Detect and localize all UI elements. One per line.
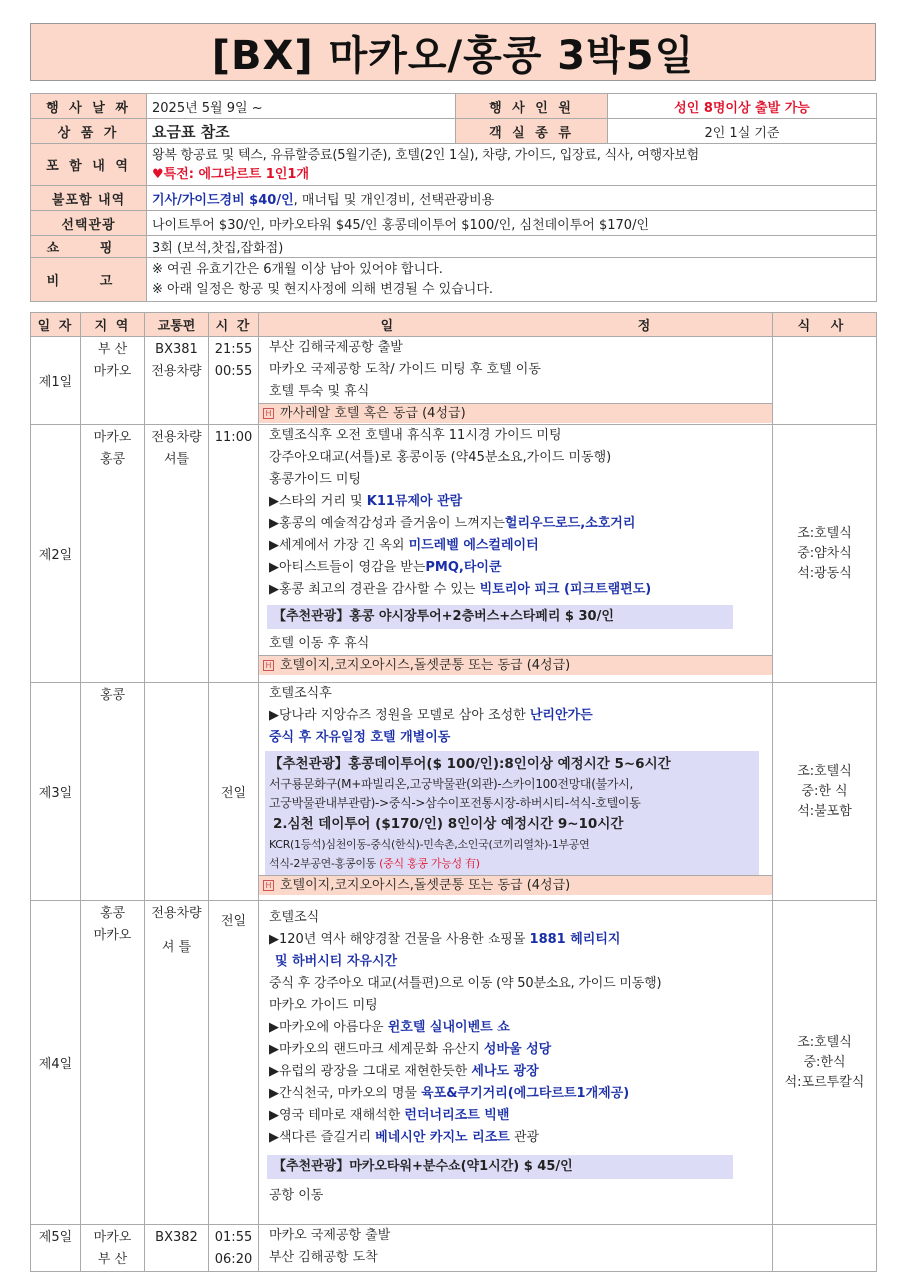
day4-highlight: 베네시안 카지노 리조트 (375, 1130, 510, 1145)
day2-time-1: 11:00 (214, 430, 253, 445)
schedule-table (30, 312, 877, 1272)
day2-hotel-name: 호텔이지,코지오아시스,돌셋쿤통 또는 동급 (4성급) (280, 658, 571, 673)
day4-line (259, 929, 772, 951)
note-line-2: ※ 아래 일정은 항공 및 현지사정에 의해 변경될 수 있습니다. (152, 281, 494, 297)
included-cell (147, 144, 877, 186)
day2-text: ▶아티스트들이 영감을 받는 (269, 560, 426, 575)
day4-line: 및 하버시티 자유시간 (275, 954, 398, 969)
day2-transport (145, 425, 209, 683)
day2-highlight: K11뮤제아 관람 (366, 494, 463, 509)
note-cell (147, 258, 877, 302)
optional-value: 나이트투어 $30/인, 마카오타워 $45/인 홍콩데이투어 $100/인, 심천데이투어 $170/인 (147, 211, 877, 236)
header-transport: 교통편 (145, 313, 209, 337)
day2-line: 호텔 이동 후 휴식 (269, 636, 370, 651)
hotel-icon: H (263, 408, 274, 419)
day1-time (209, 337, 259, 425)
day3-line (259, 705, 772, 727)
day4-highlight: 육포&쿠기거리(에그타르트1개제공) (421, 1086, 630, 1101)
header-time: 시 간 (209, 313, 259, 337)
day4-text: ▶색다른 즐길거리 (269, 1130, 376, 1145)
day4-line (259, 1039, 772, 1061)
day2-text: ▶홍콩의 예술적감성과 즐거움이 느껴지는 (269, 516, 505, 531)
day4-line: 공항 이동 (269, 1188, 324, 1203)
day4-lunch: 중:한식 (803, 1054, 846, 1070)
day2-itinerary (259, 425, 773, 683)
day3-shenzhen-tour-detail: KCR(1등석)심천이동-중식(한식)-민속촌,소인국(코끼리열차)-1부공연 (269, 838, 590, 851)
day4-breakfast: 조:호텔식 (797, 1034, 852, 1050)
shopping-label: 쇼 핑 (31, 236, 147, 258)
day2-text: ▶스타의 거리 및 (269, 494, 367, 509)
day1-time-1: 21:55 (214, 342, 253, 357)
day5-line: 부산 김해공항 도착 (269, 1250, 378, 1265)
included-value: 왕복 항공료 및 텍스, 유류할증료(5월기준), 호텔(2인 1실), 차량, 가이드, 입장료, 식사, 여행자보험 (152, 147, 700, 163)
day2-meal (773, 425, 877, 683)
day1-line: 호텔 투숙 및 휴식 (269, 384, 370, 399)
day2-text: ▶세계에서 가장 긴 옥외 (269, 538, 409, 553)
day1-label: 제1일 (31, 337, 81, 425)
note-line-1: ※ 여권 유효기간은 6개월 이상 남아 있어야 합니다. (152, 261, 443, 277)
day3-text: 석식-2부공연-홍콩이동 (269, 857, 380, 870)
day2-highlight: PMQ,타이쿤 (425, 560, 502, 575)
day4-recommended-tour: 【추천관광】마카오타워+분수쇼(약1시간) $ 45/인 (267, 1155, 733, 1179)
day5-label (31, 1225, 81, 1272)
day1-itinerary (259, 337, 773, 425)
day1-region-2: 마카오 (93, 364, 132, 379)
day2-hotel (259, 655, 772, 675)
day4-time-1: 전일 (220, 914, 247, 929)
day2-line (259, 491, 772, 513)
day4-dinner: 석:포르투칼식 (784, 1074, 865, 1090)
hotel-icon: H (263, 660, 274, 671)
day2-line (259, 535, 772, 557)
day5-transport (145, 1225, 209, 1272)
day4-text: ▶유럽의 광장을 그대로 재현한듯한 (269, 1064, 472, 1079)
day1-transport-2: 전용차량 (151, 364, 202, 379)
day1-transport-1: BX381 (155, 342, 198, 357)
day2-transport-1: 전용차량 (151, 430, 202, 445)
day5-region (81, 1225, 145, 1272)
date-label: 행 사 날 짜 (31, 94, 147, 119)
day3-region (81, 683, 145, 901)
shopping-value: 3회 (보석,찻집,잡화점) (147, 236, 877, 258)
day2-text: ▶홍콩 최고의 경관을 감사할 수 있는 (269, 582, 480, 597)
day5-region-2: 부 산 (97, 1252, 128, 1267)
price-label: 상 품 가 (31, 119, 147, 144)
day2-region (81, 425, 145, 683)
day3-time: 전일 (209, 683, 259, 901)
header-itinerary: 일 정 (259, 313, 773, 337)
day2-highlight: 미드레벨 에스컬레이터 (408, 538, 539, 553)
day5-region-1: 마카오 (93, 1230, 132, 1245)
day3-shenzhen-tour-detail (269, 854, 755, 873)
day4-text: ▶간식천국, 마카오의 명물 (269, 1086, 422, 1101)
info-row-excluded (31, 186, 877, 211)
day1-meal (773, 337, 877, 425)
day3-hotel-name: 호텔이지,코지오아시스,돌셋쿤통 또는 동급 (4성급) (280, 878, 571, 893)
day2-highlight: 빅토리아 피크 (피크트램편도) (479, 582, 652, 597)
day3-recommended-tours (265, 751, 759, 875)
day3-hotel (259, 875, 772, 895)
info-row-included (31, 144, 877, 186)
day5-time-1: 01:55 (214, 1230, 253, 1245)
day3-transport (145, 683, 209, 901)
day4-row (31, 901, 877, 1225)
day4-line: 호텔조식 (269, 910, 320, 925)
day4-line (259, 1017, 772, 1039)
info-row-price (31, 119, 877, 144)
day5-time-2: 06:20 (214, 1252, 253, 1267)
info-row-note (31, 258, 877, 302)
optional-label: 선택관광 (31, 211, 147, 236)
day4-line (259, 1061, 772, 1083)
day2-dinner: 석:광동식 (797, 565, 852, 581)
excluded-cell (147, 186, 877, 211)
day4-label: 제4일 (31, 901, 81, 1225)
day5-transport-1: BX382 (155, 1230, 198, 1245)
day5-meal (773, 1225, 877, 1272)
day1-row (31, 337, 877, 425)
people-label: 행 사 인 원 (456, 94, 608, 119)
day2-region-1: 마카오 (93, 430, 132, 445)
hotel-icon: H (263, 880, 274, 891)
day4-highlight: 윈호텔 실내이벤트 쇼 (387, 1020, 510, 1035)
day3-dinner: 석:불포함 (797, 803, 852, 819)
day3-breakfast: 조:호텔식 (797, 763, 852, 779)
info-row-date (31, 94, 877, 119)
day4-highlight: 성바울 성당 (483, 1042, 552, 1057)
day3-row (31, 683, 877, 901)
day3-label: 제3일 (31, 683, 81, 901)
day4-region-1: 홍콩 (99, 906, 126, 921)
day3-hk-day-tour-detail: 고궁박물관내부관람)->중식->삼수이포전통시장-하버시티-석식-호텔이동 (269, 796, 641, 810)
included-special: ♥특전: 에그타르트 1인1개 (152, 166, 310, 182)
day2-line (259, 557, 772, 579)
price-value: 요금표 참조 (147, 119, 456, 144)
header-meal: 식 사 (773, 313, 877, 337)
day2-recommended-tour: 【추천관광】홍콩 야시장투어+2층버스+스타페리 $ 30/인 (267, 605, 733, 629)
info-row-optional (31, 211, 877, 236)
day2-region-2: 홍콩 (99, 452, 126, 467)
day3-lunch-note: (중식 홍콩 가능성 有) (379, 857, 480, 870)
day4-line: 마카오 가이드 미팅 (269, 998, 378, 1013)
day3-line: 중식 후 자유일정 호텔 개별이동 (269, 730, 451, 745)
day4-text: 관광 (509, 1130, 540, 1145)
day4-text: ▶120년 역사 해양경찰 건물을 사용한 쇼핑몰 (269, 932, 530, 947)
info-row-shopping (31, 236, 877, 258)
day1-hotel (259, 403, 772, 423)
day3-hk-day-tour: 【추천관광】홍콩데이투어($ 100/인):8인이상 예정시간 5~6시간 (269, 756, 671, 772)
header-day: 일 자 (31, 313, 81, 337)
day3-lunch: 중:한 식 (801, 783, 848, 799)
day3-meal (773, 683, 877, 901)
included-label: 포 함 내 역 (31, 144, 147, 186)
day4-highlight: 런더너리조트 빅밴 (404, 1108, 510, 1123)
day2-line (259, 513, 772, 535)
excluded-rest: , 매너팁 및 개인경비, 선택관광비용 (293, 192, 495, 208)
day3-itinerary (259, 683, 773, 901)
day3-hk-day-tour-detail: 서구룡문화구(M+파빌리온,고궁박물관(외관)-스카이100전망대(불가시, (269, 777, 633, 791)
day3-highlight: 난리안가든 (529, 708, 593, 723)
day1-line: 마카오 국제공항 도착/ 가이드 미팅 후 호텔 이동 (269, 362, 541, 377)
day4-highlight: 세나도 광장 (471, 1064, 539, 1079)
day5-itinerary (259, 1225, 773, 1272)
header-region: 지 역 (81, 313, 145, 337)
day3-text: ▶당나라 지앙슈즈 정원을 모델로 삼아 조성한 (269, 708, 530, 723)
day2-breakfast: 조:호텔식 (797, 525, 852, 541)
day4-line: 중식 후 강주아오 대교(셔틀편)으로 이동 (약 50분소요, 가이드 미동행) (269, 976, 662, 991)
day2-transport-2: 셔틀 (163, 452, 190, 467)
day4-transport-1: 전용차량 (151, 906, 202, 921)
day1-hotel-name: 까사레알 호텔 혹은 동급 (4성급) (280, 406, 466, 421)
day2-line (259, 579, 772, 601)
note-label: 비 고 (31, 258, 147, 302)
day4-line (259, 1127, 772, 1149)
day3-line: 호텔조식후 (269, 686, 332, 701)
excluded-label: 불포함 내역 (31, 186, 147, 211)
day5-label-text: 제5일 (38, 1230, 73, 1245)
schedule-header-row (31, 313, 877, 337)
day5-time (209, 1225, 259, 1272)
day2-line: 홍콩가이드 미팅 (269, 472, 362, 487)
day3-region-1: 홍콩 (99, 688, 126, 703)
day5-line: 마카오 국제공항 출발 (269, 1228, 391, 1243)
info-table (30, 93, 877, 302)
day4-line (259, 1083, 772, 1105)
day2-lunch: 중:얌차식 (797, 545, 852, 561)
day2-highlight: 헐리우드로드,소호거리 (504, 516, 636, 531)
day2-label: 제2일 (31, 425, 81, 683)
day4-text: ▶마카오에 아름다운 (269, 1020, 388, 1035)
page-title: [BX] 마카오/홍콩 3박5일 (30, 23, 876, 81)
day2-row (31, 425, 877, 683)
day1-transport (145, 337, 209, 425)
day4-highlight: 1881 헤리티지 (529, 932, 621, 947)
day4-itinerary (259, 901, 773, 1225)
room-value: 2인 1실 기준 (608, 119, 877, 144)
day1-line: 부산 김해국제공항 출발 (269, 340, 403, 355)
day1-time-2: 00:55 (214, 364, 253, 379)
day4-time (209, 901, 259, 1225)
day4-line (259, 1105, 772, 1127)
excluded-guide-fee: 기사/가이드경비 $40/인 (152, 192, 294, 208)
day5-row (31, 1225, 877, 1272)
people-value: 성인 8명이상 출발 가능 (608, 94, 877, 119)
day4-region (81, 901, 145, 1225)
day2-line: 호텔조식후 오전 호텔내 휴식후 11시경 가이드 미팅 (269, 428, 562, 443)
day4-region-2: 마카오 (93, 928, 132, 943)
room-label: 객 실 종 류 (456, 119, 608, 144)
day2-line: 강주아오대교(셔틀)로 홍콩이동 (약45분소요,가이드 미동행) (269, 450, 612, 465)
day4-transport-2: 셔 틀 (161, 940, 192, 955)
day4-meal (773, 901, 877, 1225)
day1-region (81, 337, 145, 425)
day1-region-1: 부 산 (97, 342, 128, 357)
date-value: 2025년 5월 9일 ~ (147, 94, 456, 119)
day3-shenzhen-tour: 2.심천 데이투어 ($170/인) 8인이상 예정시간 9~10시간 (273, 816, 624, 832)
day2-time (209, 425, 259, 683)
day4-transport (145, 901, 209, 1225)
day4-text: ▶영국 테마로 재해석한 (269, 1108, 405, 1123)
day4-text: ▶마카오의 랜드마크 세계문화 유산지 (269, 1042, 484, 1057)
